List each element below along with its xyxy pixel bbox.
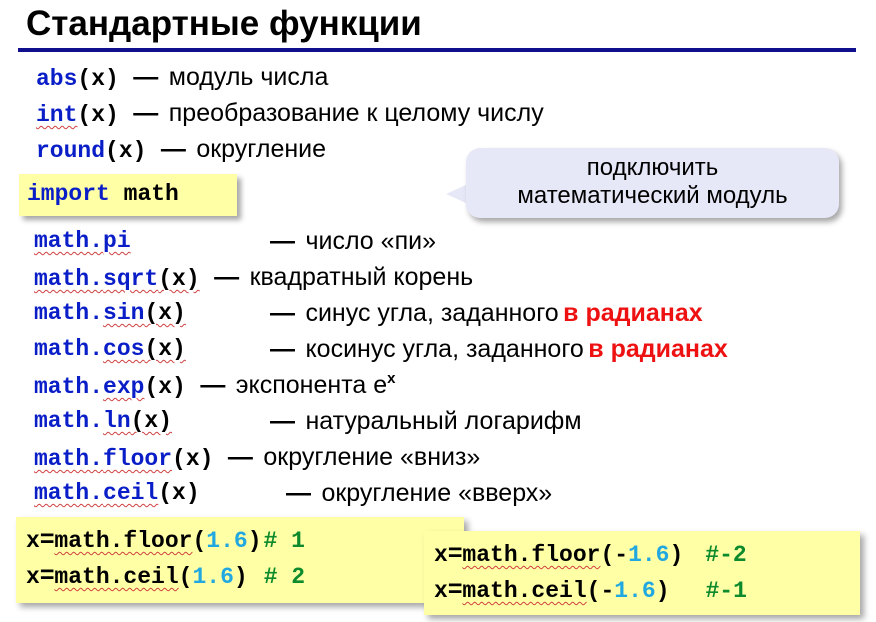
func-args: (x) <box>158 266 200 292</box>
math-prefix: math. <box>34 446 104 472</box>
bubble-pointer <box>446 184 468 204</box>
example-open: (- <box>600 542 629 568</box>
func-args: (x) <box>130 408 173 434</box>
example-close: ) <box>669 542 684 568</box>
import-module: math <box>123 181 179 207</box>
radians-highlight: в радианах <box>588 335 728 363</box>
math-prefix: math. <box>34 266 104 292</box>
builtin-round <box>36 134 326 166</box>
func-name: int <box>36 102 78 128</box>
example-comment: # 1 <box>263 528 305 554</box>
math-prefix: math. <box>34 228 104 254</box>
math-exp <box>34 370 395 402</box>
example-arg: 1.6 <box>192 564 234 590</box>
math-sin <box>34 298 186 328</box>
example-eq: = <box>447 575 463 603</box>
math-prefix: math. <box>34 374 104 400</box>
example-var: x <box>434 578 448 604</box>
import-line <box>27 179 179 209</box>
math-prefix: math. <box>34 408 104 434</box>
func-desc: синус угла, заданного <box>305 299 559 327</box>
example-call: math.ceil <box>462 578 587 604</box>
builtin-int <box>36 98 544 130</box>
func-args: (x) <box>172 446 214 472</box>
func-args: (x) <box>105 138 147 164</box>
dash: — <box>133 63 159 91</box>
func-args: (x) <box>144 374 186 400</box>
example-eq: = <box>39 561 55 589</box>
func-args: (x) <box>144 300 186 326</box>
example-eq: = <box>447 539 463 567</box>
page-title: Стандартные функции <box>26 4 422 43</box>
dash: — <box>200 371 226 399</box>
func-args: (x) <box>77 66 119 92</box>
func-name: exp <box>103 374 145 400</box>
example-arg: 1.6 <box>614 578 656 604</box>
math-ceil <box>34 478 200 508</box>
builtin-abs <box>36 62 328 94</box>
example-close: ) <box>233 564 248 590</box>
func-name: sqrt <box>103 266 159 292</box>
dash: — <box>270 335 295 363</box>
math-pi <box>34 226 131 256</box>
func-args: (x) <box>144 336 186 362</box>
bubble-line-1: подключить <box>586 154 719 181</box>
func-name: sin <box>103 300 145 326</box>
math-sin-desc <box>270 298 703 328</box>
exponent-superscript: x <box>387 370 396 387</box>
dash: — <box>286 479 311 507</box>
example-call: math.floor <box>462 542 601 568</box>
example-line <box>434 575 747 606</box>
title-underline <box>18 48 856 52</box>
dash: — <box>227 443 253 471</box>
func-args: (x) <box>77 102 119 128</box>
dash: — <box>133 99 159 127</box>
example-open: (- <box>586 578 615 604</box>
func-desc: число «пи» <box>305 227 436 255</box>
func-name: floor <box>103 446 173 472</box>
example-box-negative <box>424 531 860 615</box>
example-arg: 1.6 <box>206 528 248 554</box>
func-desc: модуль числа <box>168 63 329 91</box>
math-prefix: math. <box>34 480 104 506</box>
math-ceil-desc <box>286 478 552 508</box>
example-line <box>26 561 305 592</box>
example-var: x <box>434 542 448 568</box>
callout-bubble <box>466 148 839 218</box>
func-name: ln <box>103 408 131 434</box>
example-var: x <box>26 528 40 554</box>
func-desc: преобразование к целому числу <box>168 99 544 127</box>
dash: — <box>270 227 295 255</box>
example-line <box>434 539 747 570</box>
example-line <box>26 525 305 556</box>
math-cos <box>34 334 186 364</box>
example-var: x <box>26 564 40 590</box>
bubble-line-2: математический модуль <box>517 182 788 209</box>
radians-highlight: в радианах <box>563 299 703 327</box>
example-close: ) <box>655 578 670 604</box>
func-name: ceil <box>103 480 159 506</box>
math-prefix: math. <box>34 300 104 326</box>
math-ln-desc <box>270 406 582 436</box>
math-cos-desc <box>270 334 728 364</box>
func-name: abs <box>36 66 78 92</box>
example-call: math.ceil <box>54 564 179 590</box>
math-floor <box>34 442 480 474</box>
import-keyword: import <box>27 181 110 207</box>
func-name: cos <box>103 336 145 362</box>
example-box-positive <box>16 517 464 603</box>
func-desc: натуральный логарифм <box>305 407 582 435</box>
example-call: math.floor <box>54 528 193 554</box>
func-desc: округление «вверх» <box>321 479 553 507</box>
example-comment: # 2 <box>263 564 306 590</box>
example-open: ( <box>178 564 193 590</box>
func-desc: квадратный корень <box>249 263 474 291</box>
example-close: ) <box>247 528 262 554</box>
example-open: ( <box>192 528 207 554</box>
func-args: (x) <box>158 480 200 506</box>
import-code-box <box>19 174 237 216</box>
func-desc: округление <box>196 135 327 163</box>
dash: — <box>214 263 240 291</box>
func-desc: округление «вниз» <box>263 443 481 471</box>
func-desc: косинус угла, заданного <box>305 335 584 363</box>
example-arg: 1.6 <box>628 542 670 568</box>
func-name: pi <box>103 228 131 254</box>
math-sqrt <box>34 262 473 294</box>
example-eq: = <box>39 525 55 553</box>
dash: — <box>160 135 186 163</box>
dash: — <box>270 407 295 435</box>
math-prefix: math. <box>34 336 104 362</box>
example-comment: #-2 <box>705 542 747 568</box>
func-desc: экспонента e <box>235 371 388 399</box>
math-ln <box>34 406 172 436</box>
example-comment: #-1 <box>705 578 747 604</box>
func-name: round <box>36 138 106 164</box>
dash: — <box>270 299 295 327</box>
math-pi-desc <box>270 226 436 256</box>
